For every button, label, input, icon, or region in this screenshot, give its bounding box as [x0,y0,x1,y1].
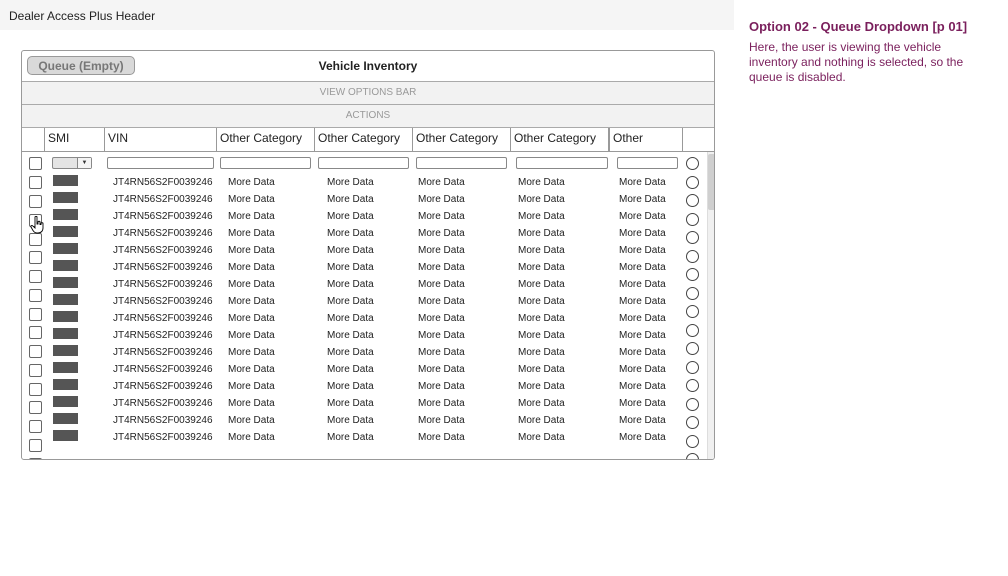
data-cell: More Data [327,194,374,205]
table-row[interactable] [22,175,708,192]
data-cell: More Data [418,211,465,222]
data-cell: More Data [619,415,666,426]
table-row[interactable] [22,294,708,311]
view-options-bar[interactable]: VIEW OPTIONS BAR [22,82,714,105]
data-cell: More Data [327,296,374,307]
header-select-col [22,128,45,151]
annotation-note [749,19,979,85]
data-cell: More Data [518,330,565,341]
data-cell: More Data [619,279,666,290]
vin-cell: JT4RN56S2F0039246 [113,262,213,273]
vin-cell: JT4RN56S2F0039246 [113,347,213,358]
data-cell: More Data [619,211,666,222]
vin-cell: JT4RN56S2F0039246 [113,228,213,239]
row-radio[interactable] [686,176,699,189]
data-cell: More Data [619,381,666,392]
data-cell: More Data [228,415,275,426]
panel-title: Vehicle Inventory [318,59,418,73]
data-cell: More Data [619,313,666,324]
table-row[interactable] [22,209,708,226]
data-cell: More Data [327,432,374,443]
data-cell: More Data [327,330,374,341]
row-radio[interactable] [686,194,699,207]
data-cell: More Data [518,313,565,324]
note-body: Here, the user is viewing the vehicle inventory and nothing is selected, so the queue is disabled. [749,40,964,84]
data-cell: More Data [228,364,275,375]
data-cell: More Data [327,177,374,188]
vin-cell: JT4RN56S2F0039246 [113,177,213,188]
smi-indicator [53,209,78,220]
data-cell: More Data [619,296,666,307]
other-filter-input[interactable] [617,157,678,169]
data-cell: More Data [228,262,275,273]
data-cell: More Data [518,279,565,290]
table-row[interactable] [22,396,708,413]
smi-filter-select[interactable] [52,157,92,169]
table-row[interactable] [22,192,708,209]
data-cell: More Data [327,398,374,409]
table-row[interactable] [22,379,708,396]
chevron-down-icon: ▼ [77,158,91,168]
header-other-category-3[interactable]: Other Category [413,128,511,151]
other-category-3-filter-input[interactable] [416,157,507,169]
data-cell: More Data [327,262,374,273]
scrollbar-thumb[interactable] [708,154,715,210]
other-category-1-filter-input[interactable] [220,157,311,169]
other-category-4-filter-input[interactable] [516,157,608,169]
row-radio[interactable] [686,213,699,226]
data-cell: More Data [518,415,565,426]
note-title: Option 02 - Queue Dropdown [p 01] [749,19,968,34]
data-cell: More Data [518,296,565,307]
data-cell: More Data [228,228,275,239]
table-row[interactable] [22,277,708,294]
data-cell: More Data [518,262,565,273]
app-header [0,0,734,30]
data-cell: More Data [418,194,465,205]
vin-cell: JT4RN56S2F0039246 [113,432,213,443]
table-row[interactable] [22,226,708,243]
vin-cell: JT4RN56S2F0039246 [113,245,213,256]
smi-indicator [53,345,78,356]
smi-indicator [53,362,78,373]
data-cell: More Data [418,415,465,426]
data-cell: More Data [228,211,275,222]
data-cell: More Data [228,245,275,256]
vertical-scrollbar[interactable] [707,152,715,460]
table-header [22,128,714,152]
data-cell: More Data [418,245,465,256]
data-cell: More Data [228,177,275,188]
header-other-category-2[interactable]: Other Category [315,128,413,151]
smi-indicator [53,379,78,390]
smi-indicator [53,430,78,441]
data-cell: More Data [327,347,374,358]
data-cell: More Data [619,364,666,375]
table-row[interactable] [22,243,708,260]
select-all-checkbox[interactable] [29,157,42,170]
data-cell: More Data [418,381,465,392]
row-checkbox[interactable] [29,176,42,189]
data-cell: More Data [619,432,666,443]
vin-cell: JT4RN56S2F0039246 [113,296,213,307]
data-cell: More Data [518,245,565,256]
data-cell: More Data [518,432,565,443]
table-row[interactable] [22,328,708,345]
data-cell: More Data [418,228,465,239]
table-row[interactable] [22,430,708,447]
filter-radio[interactable] [686,157,699,170]
data-cell: More Data [228,313,275,324]
smi-indicator [53,243,78,254]
actions-bar[interactable]: ACTIONS [22,105,714,128]
data-cell: More Data [518,381,565,392]
smi-indicator [53,294,78,305]
queue-button[interactable]: Queue (Empty) [27,56,135,75]
data-cell: More Data [327,228,374,239]
smi-indicator [53,260,78,271]
data-cell: More Data [518,194,565,205]
data-cell: More Data [418,279,465,290]
other-category-2-filter-input[interactable] [318,157,409,169]
smi-indicator [53,413,78,424]
vehicle-inventory-panel [21,50,715,460]
hand-cursor-icon [30,216,44,234]
data-cell: More Data [418,313,465,324]
header-other-category-4[interactable]: Other Category [511,128,609,151]
data-cell: More Data [327,245,374,256]
vin-cell: JT4RN56S2F0039246 [113,398,213,409]
data-cell: More Data [619,347,666,358]
table-row[interactable] [22,260,708,277]
smi-indicator [53,311,78,322]
data-cell: More Data [327,415,374,426]
table-row[interactable] [22,362,708,379]
data-cell: More Data [228,347,275,358]
smi-indicator [53,328,78,339]
data-cell: More Data [327,279,374,290]
header-other-category-1[interactable]: Other Category [217,128,315,151]
header-vin[interactable]: VIN [105,128,217,151]
row-checkbox[interactable] [29,458,42,460]
vin-cell: JT4RN56S2F0039246 [113,194,213,205]
data-cell: More Data [228,330,275,341]
data-cell: More Data [619,245,666,256]
app-header-title: Dealer Access Plus Header [9,9,156,23]
data-cell: More Data [518,228,565,239]
vin-cell: JT4RN56S2F0039246 [113,364,213,375]
data-cell: More Data [418,364,465,375]
data-cell: More Data [228,279,275,290]
data-cell: More Data [619,177,666,188]
filter-row [22,152,708,174]
data-cell: More Data [619,262,666,273]
data-cell: More Data [418,262,465,273]
data-cell: More Data [518,347,565,358]
data-cell: More Data [619,228,666,239]
data-cell: More Data [518,211,565,222]
smi-indicator [53,277,78,288]
data-cell: More Data [518,177,565,188]
table-row[interactable] [22,413,708,430]
data-cell: More Data [418,347,465,358]
vin-cell: JT4RN56S2F0039246 [113,415,213,426]
row-checkbox[interactable] [29,195,42,208]
data-cell: More Data [619,398,666,409]
vin-cell: JT4RN56S2F0039246 [113,279,213,290]
table-row[interactable] [22,345,708,362]
vin-cell: JT4RN56S2F0039246 [113,330,213,341]
data-cell: More Data [228,381,275,392]
data-cell: More Data [619,194,666,205]
header-smi[interactable]: SMI [45,128,105,151]
data-cell: More Data [228,296,275,307]
header-radio-col [683,128,714,151]
data-cell: More Data [228,194,275,205]
data-cell: More Data [418,177,465,188]
data-cell: More Data [327,211,374,222]
data-cell: More Data [418,330,465,341]
vin-cell: JT4RN56S2F0039246 [113,211,213,222]
vin-cell: JT4RN56S2F0039246 [113,381,213,392]
smi-indicator [53,192,78,203]
data-cell: More Data [518,364,565,375]
row-radio[interactable] [686,453,699,460]
vin-cell: JT4RN56S2F0039246 [113,313,213,324]
smi-indicator [53,175,78,186]
vin-filter-input[interactable] [107,157,214,169]
data-cell: More Data [418,398,465,409]
panel-title-bar [22,51,714,82]
data-cell: More Data [619,330,666,341]
smi-indicator [53,226,78,237]
header-other[interactable]: Other [609,128,683,151]
data-cell: More Data [418,296,465,307]
table-row[interactable] [22,311,708,328]
smi-indicator [53,396,78,407]
data-cell: More Data [228,432,275,443]
data-cell: More Data [518,398,565,409]
data-cell: More Data [327,381,374,392]
data-cell: More Data [327,313,374,324]
data-cell: More Data [418,432,465,443]
data-cell: More Data [327,364,374,375]
data-cell: More Data [228,398,275,409]
